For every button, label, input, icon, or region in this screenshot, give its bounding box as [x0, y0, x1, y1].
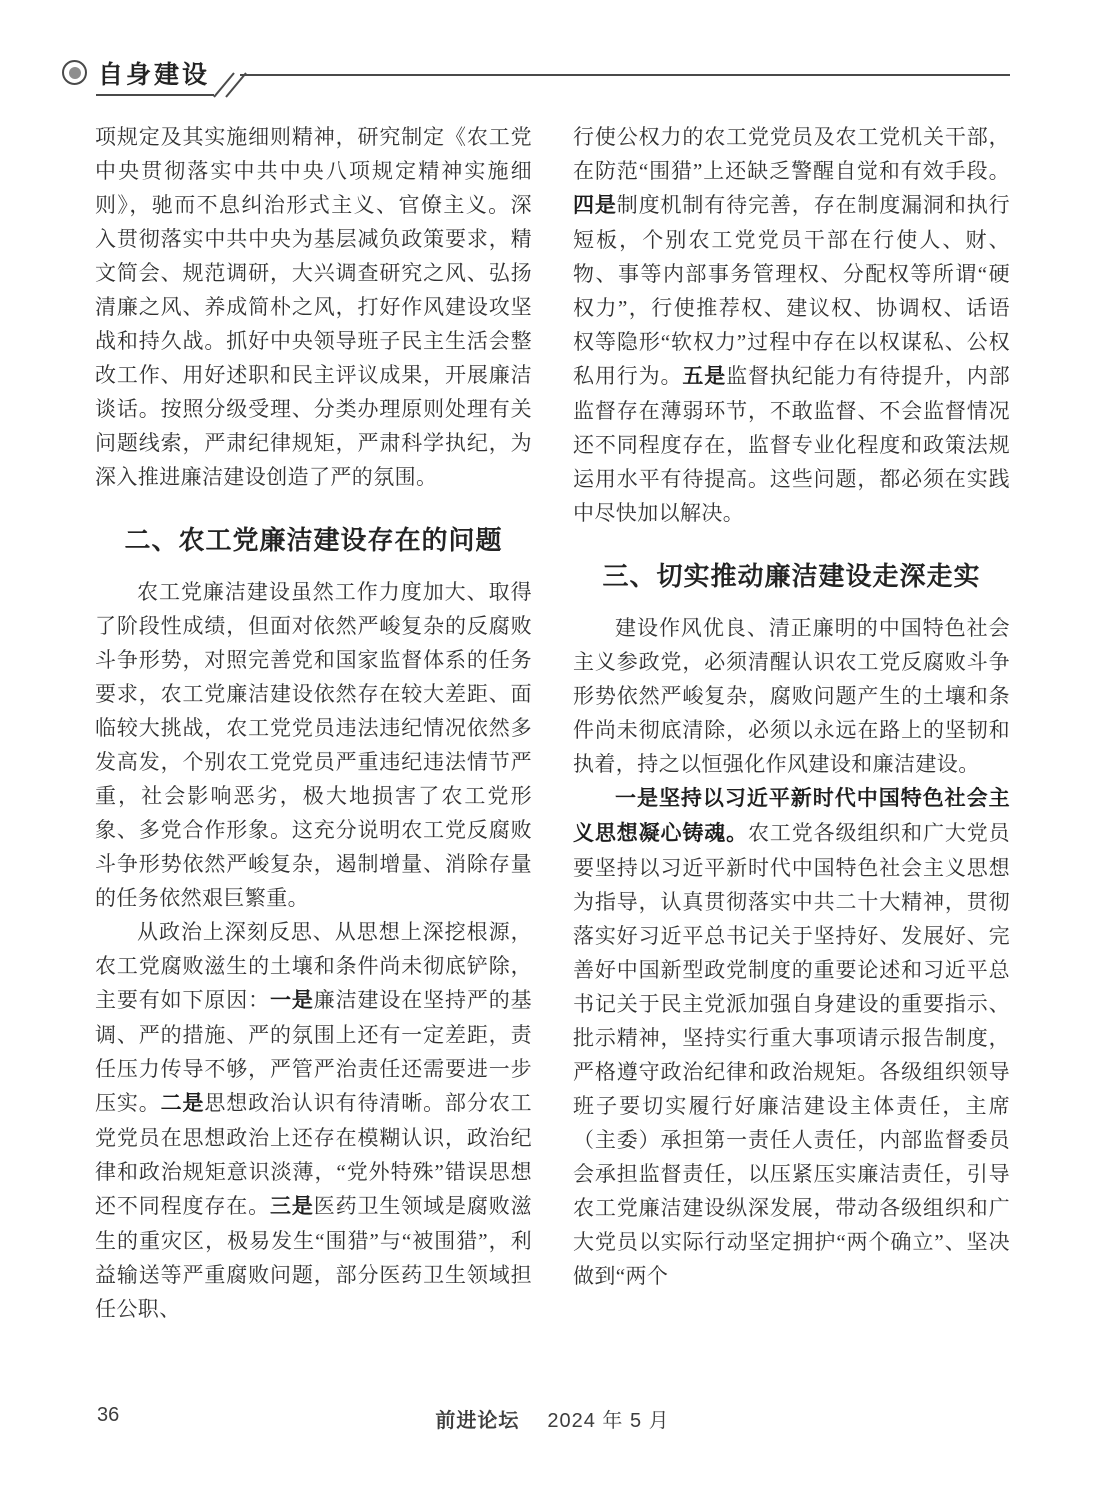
- body-paragraph: [573, 611, 1010, 781]
- text-run: 制度机制有待完善，存在制度漏洞和执行短板，个别农工党党员干部在行使人、财、物、事等内部事务管理权、分配权等所谓“硬权力”，行使推荐权、建议权、协调权、话语权等隐形“软权力”过程中存在以权谋私、公权私用行为。: [573, 193, 1010, 388]
- body-paragraph: [95, 915, 532, 1326]
- page-footer: [95, 1404, 1010, 1434]
- body-paragraph: [95, 120, 532, 494]
- right-column: [573, 120, 1010, 1326]
- emphasis-run: 五是: [682, 365, 727, 388]
- emphasis-run: 二是: [160, 1092, 205, 1115]
- issue-date: 2024 年 5 月: [547, 1410, 670, 1432]
- text-run: 项规定及其实施细则精神，研究制定《农工党中央贯彻落实中共中央八项规定精神实施细则》，驰而不息纠治形式主义、官僚主义。深入贯彻落实中共中央为基层减负政策要求，精文简会、规范调研，大兴调查研究之风、弘扬清廉之风、养成简朴之风，打好作风建设攻坚战和持久战。抓好中央领导班子民主生活会整改工作、用好述职和民主评议成果，开展廉洁谈话。按照分级受理、分类办理原则处理有关问题线索，严肃纪律规矩，严肃科学执纪，为深入推进廉洁建设创造了严的氛围。: [95, 125, 532, 489]
- left-column: [95, 120, 532, 1326]
- section-heading: 三、切实推动廉洁建设走深走实: [602, 561, 981, 591]
- bullet-dot-icon: [69, 67, 81, 79]
- text-run: 建设作风优良、清正廉明的中国特色社会主义参政党，必须清醒认识农工党反腐败斗争形势依然严峻复杂，腐败问题产生的土壤和条件尚未彻底清除，必须以永远在路上的坚韧和执着，持之以恒强化作风建设和廉洁建设。: [573, 616, 1010, 776]
- text-run: 从政治上深刻反思、从思想上深挖根源，农工党腐败滋生的土壤和条件尚未彻底铲除，主要有如下原因：: [95, 920, 532, 1012]
- article-body: [95, 120, 1010, 1326]
- body-paragraph: [573, 120, 1010, 530]
- body-paragraph: [95, 575, 532, 915]
- page-header: [62, 54, 1010, 104]
- footer-center: [95, 1404, 1010, 1433]
- body-paragraph: [573, 781, 1010, 1293]
- section-bullet-icon: [62, 60, 87, 85]
- text-run: 农工党廉洁建设虽然工作力度加大、取得了阶段性成绩，但面对依然严峻复杂的反腐败斗争形势，对照完善党和国家监督体系的任务要求，农工党廉洁建设依然存在较大差距、面临较大挑战，农工党党员违法违纪情况依然多发高发，个别农工党党员严重违纪违法情节严重，社会影响恶劣，极大地损害了农工党形象、多党合作形象。这充分说明农工党反腐败斗争形势依然严峻复杂，遏制增量、消除存量的任务依然艰巨繁重。: [95, 580, 532, 910]
- text-run: 行使公权力的农工党党员及农工党机关干部，在防范“围猎”上还缺乏警醒自觉和有效手段。: [573, 125, 1010, 183]
- emphasis-run: 三是: [269, 1195, 314, 1218]
- text-run: 监督执纪能力有待提升，内部监督存在薄弱环节，不敢监督、不会监督情况还不同程度存在，监督专业化程度和政策法规运用水平有待提高。这些问题，都必须在实践中尽快加以解决。: [573, 364, 1010, 525]
- section-label: 自身建设: [98, 61, 211, 89]
- text-run: 医药卫生领域是腐败滋生的重灾区，极易发生“围猎”与“被围猎”，利益输送等严重腐败问题，部分医药卫生领域担任公职、: [95, 1194, 532, 1321]
- section-heading: 二、农工党廉洁建设存在的问题: [124, 525, 503, 555]
- journal-name: 前进论坛: [435, 1410, 520, 1432]
- text-run: 农工党各级组织和广大党员要坚持以习近平新时代中国特色社会主义思想为指导，认真贯彻落实中共二十大精神，贯彻落实好习近平总书记关于坚持好、发展好、完善好中国新型政党制度的重要论述和习近平总书记关于民主党派加强自身建设的重要指示、批示精神，坚持实行重大事项请示报告制度，严格遵守政治纪律和政治规矩。各级组织领导班子要切实履行好廉洁建设主体责任，主席（主委）承担第一责任人责任，内部监督委员会承担监督责任，以压紧压实廉洁责任，引导农工党廉洁建设纵深发展，带动各级组织和广大党员以实际行动坚定拥护“两个确立”、坚决做到“两个: [573, 821, 1010, 1288]
- text-run: 廉洁建设在坚持严的基调、严的措施、严的氛围上还有一定差距，责任压力传导不够，严管严治责任还需要进一步压实。: [95, 988, 532, 1115]
- emphasis-run: 一是坚持以习近平新时代中国特色社会主义思想凝心铸魂。: [573, 787, 1010, 845]
- emphasis-run: 四是: [573, 194, 617, 217]
- emphasis-run: 一是: [269, 989, 314, 1012]
- page-number: 36: [97, 1404, 120, 1426]
- text-run: 思想政治认识有待清晰。部分农工党党员在思想政治上还存在模糊认识，政治纪律和政治规矩意识淡薄，“党外特殊”错误思想还不同程度存在。: [95, 1091, 532, 1218]
